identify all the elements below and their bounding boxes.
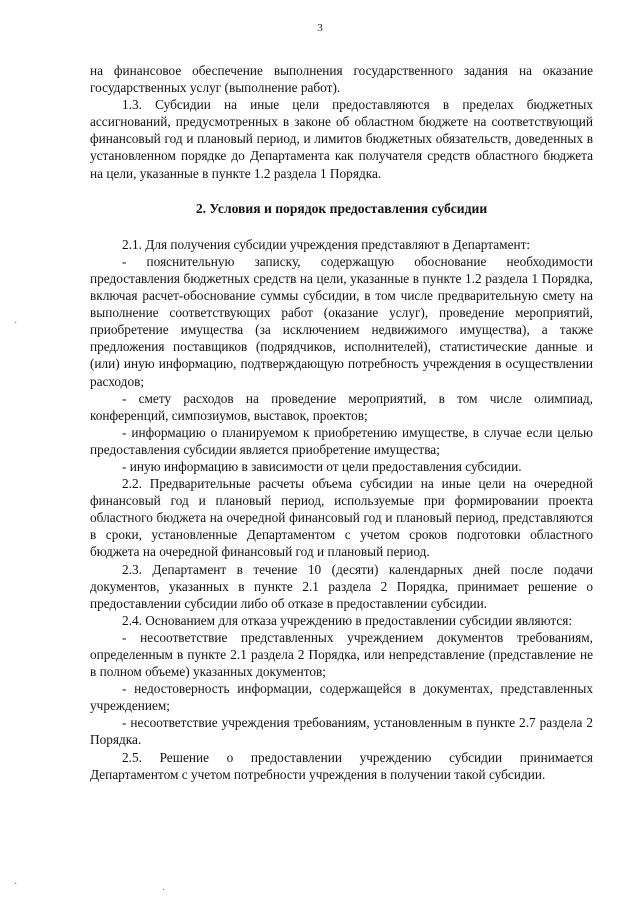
scan-speck: · [162,885,166,896]
list-item: - пояснительную записку, содержащую обоснование необходимости предоставления бюджетных средств на цели, указанные в пункте 1.2 раздела 1 Порядка, включая расчет-обоснование суммы субсидии, в том числе предварительную смету на выполнение соответствующих работ (оказание услуг), проведение мероприятий, приобретение имущества (за исключением недвижимого имущества), а также предложения поставщиков (подрядчиков, исполнителей), статистические данные и (или) иную информацию, подтверждающую потребность учреждения в осуществлении расходов; [90,253,593,389]
scan-speck: · [14,318,18,329]
list-item: - несоответствие представленных учреждением документов требованиям, определенным в пункте 2.1 раздела 2 Порядка, или непредставление (представление не в полном объеме) указанных документов; [90,629,593,680]
paragraph: 2.4. Основанием для отказа учреждению в предоставлении субсидии являются: [122,612,573,628]
paragraph: 2.5. Решение о предоставлении учреждению субсидии принимается Департаментом с учетом потребности учреждения в получении такой субсидии. [90,749,593,782]
paragraph: на финансовое обеспечение выполнения государственного задания на оказание государственных услуг (выполнение работ). [90,63,593,96]
list-item: - смету расходов на проведение мероприятий, в том числе олимпиад, конференций, симпозиумов, выставок, проектов; [90,390,593,423]
paragraph: 2.3. Департамент в течение 10 (десяти) календарных дней после подачи документов, указанных в пункте 2.1 раздела 2 Порядка, принимает решение о предоставлении субсидии либо об отказе в предоставлении субсидии. [90,561,593,611]
list-item: - несоответствие учреждения требованиям, установленным в пункте 2.7 раздела 2 Порядка. [90,715,593,748]
section-heading: 2. Условия и порядок предоставления субсидии [195,200,488,216]
scan-speck: · [14,879,18,890]
document-body [90,62,593,783]
paragraph: 2.1. Для получения субсидии учреждения представляют в Департамент: [122,236,531,252]
paragraph: 2.2. Предварительные расчеты объема субсидии на иные цели на очередной финансовый год и плановый период, используемые при формировании проекта областного бюджета на очередной финансовый год и плановый период, представляются в сроки, установленные Департаментом с учетом сроков подготовки областного бюджета на очередной финансовый год и плановый период. [90,476,593,560]
list-item: - иную информацию в зависимости от цели предоставления субсидии. [122,458,522,474]
page-number: 3 [317,22,323,34]
list-item: - информацию о планируемом к приобретению имуществе, в случае если целью предоставления субсидии является приобретение имущества; [90,424,593,457]
paragraph: 1.3. Субсидии на иные цели предоставляются в пределах бюджетных ассигнований, предусмотренных в законе об областном бюджете на соответствующий финансовый год и плановый период, и лимитов бюджетных обязательств, доведенных в установленном порядке до Департамента как получателя средств областного бюджета на цели, указанные в пункте 1.2 раздела 1 Порядка. [90,97,593,181]
list-item: - недостоверность информации, содержащейся в документах, представленных учреждением; [90,681,593,714]
